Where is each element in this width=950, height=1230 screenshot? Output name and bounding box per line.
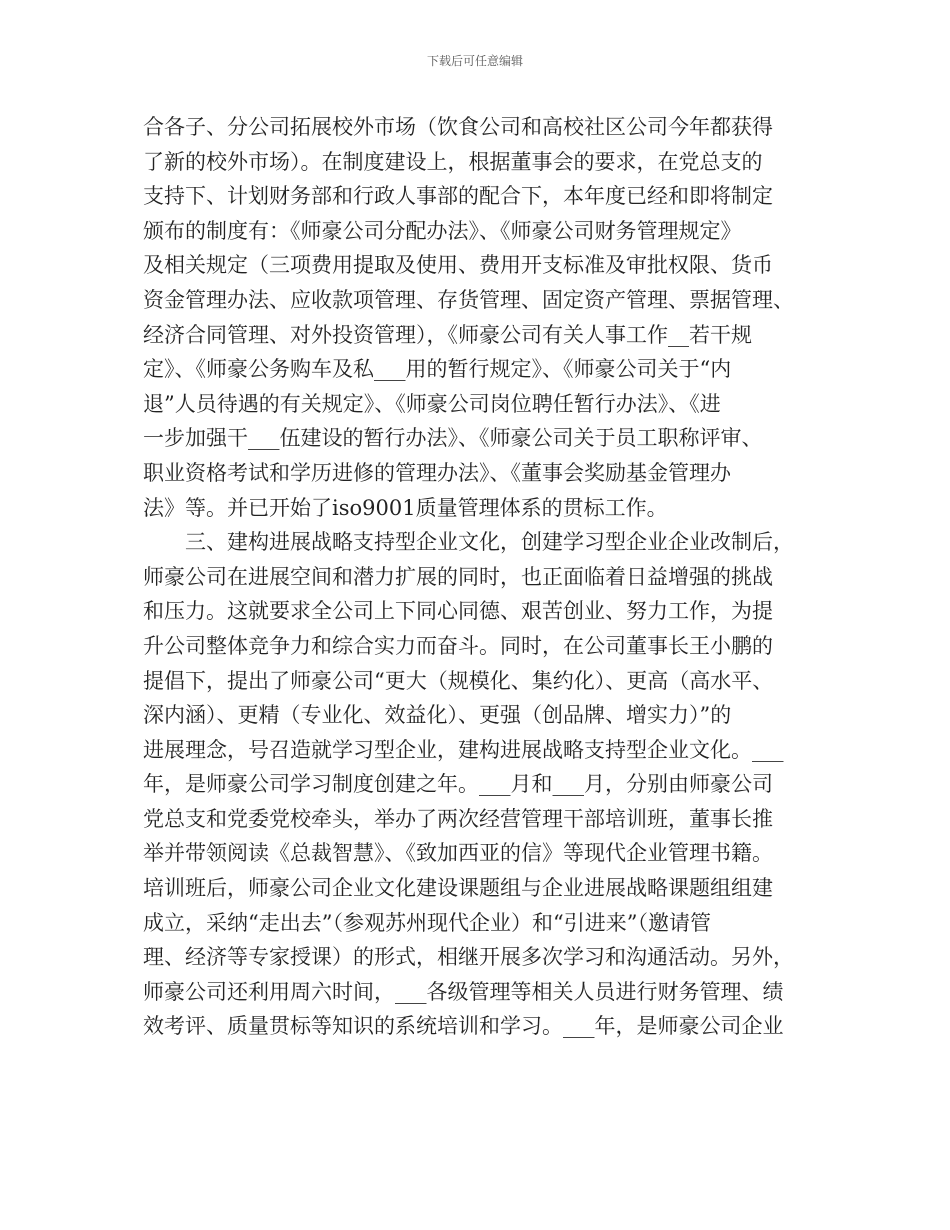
text-line: 职业资格考试和学历进修的管理办法》、《董事会奖励基金管理办 — [143, 460, 731, 485]
text-line: 及相关规定（三项费用提取及使用、费用开支标准及审批权限、货币 — [143, 253, 773, 278]
text-line: 法》等。并已开始了iso9001质量管理体系的贯标工作。 — [143, 495, 668, 520]
text-line: 提倡下，提出了师豪公司“更大（规模化、集约化）、更高（高水平、 — [143, 668, 774, 693]
text-line: 理、经济等专家授课）的形式，相继开展多次学习和沟通活动。另外， — [143, 945, 794, 970]
text-line: 经济合同管理、对外投资管理），《师豪公司有关人事工作__若干规 — [143, 322, 752, 347]
text-line: 合各子、分公司拓展校外市场（饮食公司和高校社区公司今年都获得 — [143, 115, 773, 139]
text-line: 年，是师豪公司学习制度创建之年。___月和___月，分别由师豪公司 — [143, 772, 773, 797]
text-line: 颁布的制度有：《师豪公司分配办法》、《师豪公司财务管理规定》 — [143, 218, 742, 243]
text-line: 师豪公司还利用周六时间，___各级管理等相关人员进行财务管理、绩 — [143, 979, 784, 1004]
text-line: 支持下、计划财务部和行政人事部的配合下，本年度已经和即将制定 — [143, 184, 773, 209]
text-line: 资金管理办法、应收款项管理、存货管理、固定资产管理、票据管理、 — [143, 287, 794, 312]
text-line: 深内涵）、更精（专业化、效益化）、更强（创品牌、增实力）”的 — [143, 703, 732, 728]
text-line: 成立，采纳“走出去”（参观苏州现代企业）和“引进来”（邀请管 — [143, 910, 711, 935]
document-body — [143, 110, 823, 1044]
text-line: 三、建构进展战略支持型企业文化，创建学习型企业企业改制后， — [143, 530, 794, 555]
text-line: 和压力。这就要求全公司上下同心同德、艰苦创业、努力工作，为提 — [143, 599, 773, 624]
text-line: 一步加强干___伍建设的暂行办法》、《师豪公司关于员工职称评审、 — [143, 426, 763, 451]
text-line: 党总支和党委党校牵头，举办了两次经营管理干部培训班，董事长推 — [143, 806, 773, 831]
page-header: 下载后可任意编辑 — [426, 54, 523, 68]
text-line: 举并带领阅读《总裁智慧》、《致加西亚的信》等现代企业管理书籍。 — [143, 841, 773, 866]
text-line: 师豪公司在进展空间和潜力扩展的同时，也正面临着日益增强的挑战 — [143, 564, 773, 589]
text-line: 效考评、质量贯标等知识的系统培训和学习。___年，是师豪公司企业 — [143, 1014, 784, 1039]
text-line: 了新的校外市场）。在制度建设上，根据董事会的要求，在党总支的 — [143, 149, 763, 174]
text-line: 进展理念，号召造就学习型企业，建构进展战略支持型企业文化。___ — [143, 737, 784, 762]
text-line: 定》、《师豪公务购车及私___用的暂行规定》、《师豪公司关于“内 — [143, 357, 732, 382]
text-line: 退”人员待遇的有关规定》、《师豪公司岗位聘任暂行办法》、《进 — [143, 391, 721, 416]
text-line: 培训班后，师豪公司企业文化建设课题组与企业进展战略课题组组建 — [143, 876, 773, 901]
text-line: 升公司整体竞争力和综合实力而奋斗。同时，在公司董事长王小鹏的 — [143, 633, 773, 658]
